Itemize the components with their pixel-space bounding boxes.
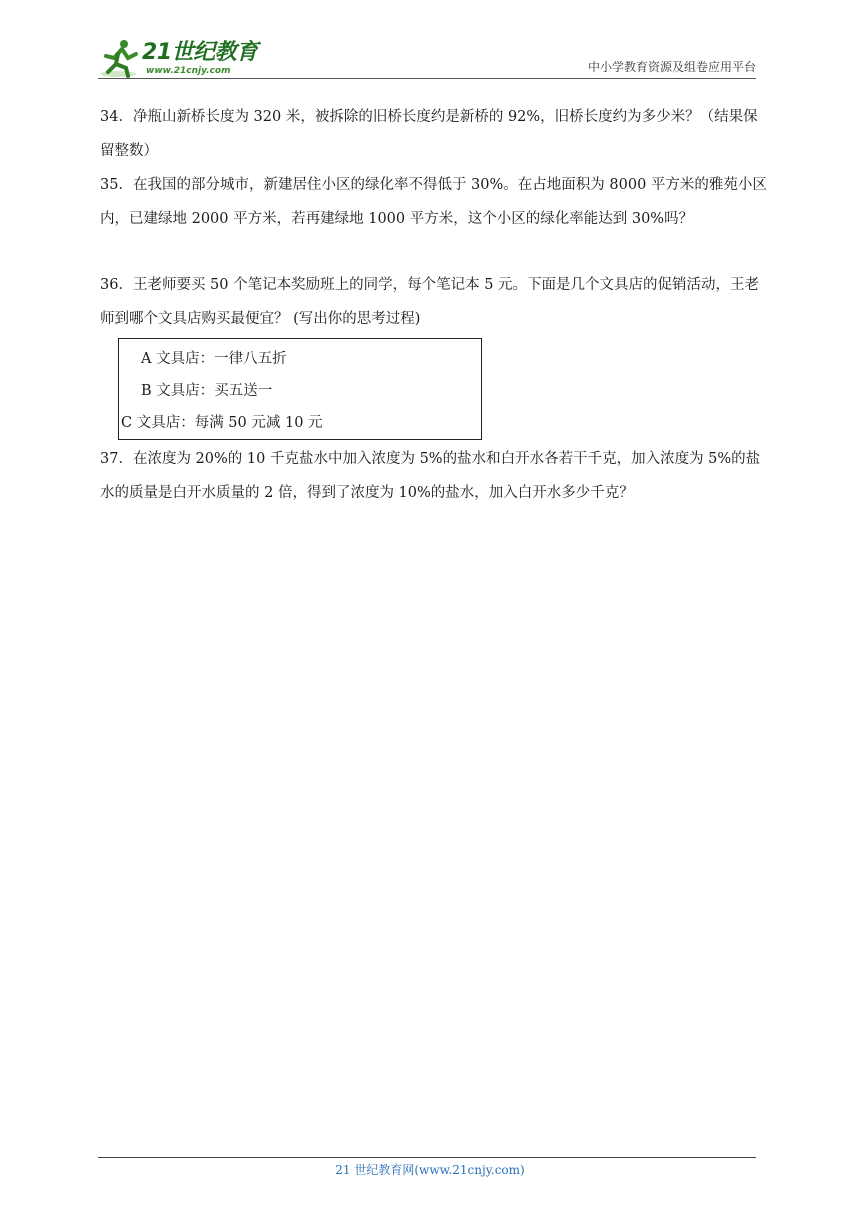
footer-link[interactable]: 21 世纪教育网(www.21cnjy.com) <box>335 1163 525 1177</box>
answer-space <box>100 236 770 268</box>
logo-url: www.21cnjy.com <box>146 66 231 76</box>
question-list <box>100 100 770 510</box>
logo-text: 21世纪教育 <box>142 40 258 65</box>
promo-line-c: C 文具店：每满 50 元减 10 元 <box>121 415 323 431</box>
footer-divider <box>98 1157 756 1158</box>
promo-line-a: A 文具店：一律八五折 <box>141 351 287 367</box>
promo-line-b: B 文具店：买五送一 <box>141 383 273 399</box>
question-35: 35．在我国的部分城市，新建居住小区的绿化率不得低于 30%。在占地面积为 8000 平方米的雅苑小区内，已建绿地 2000 平方米，若再建绿地 1000 平方米，这个小区的绿化率能达到 30%吗？ <box>100 177 767 227</box>
question-36: 36．王老师要买 50 个笔记本奖励班上的同学，每个笔记本 5 元。下面是几个文具店的促销活动，王老师到哪个文具店购买最便宜？ (写出你的思考过程) <box>100 277 760 327</box>
site-logo <box>98 34 298 82</box>
header-divider <box>98 78 756 79</box>
question-34: 34．净瓶山新桥长度为 320 米，被拆除的旧桥长度约是新桥的 92%，旧桥长度约为多少米？（结果保留整数） <box>100 109 758 159</box>
promo-box <box>118 338 482 440</box>
runner-logo-icon <box>98 36 142 80</box>
question-37: 37．在浓度为 20%的 10 千克盐水中加入浓度为 5%的盐水和白开水各若干千克，加入浓度为 5%的盐水的质量是白开水质量的 2 倍，得到了浓度为 10%的盐水，加入白开水多少千克？ <box>100 451 761 501</box>
header-tagline: 中小学教育资源及组卷应用平台 <box>587 60 756 74</box>
page-header <box>98 34 756 82</box>
